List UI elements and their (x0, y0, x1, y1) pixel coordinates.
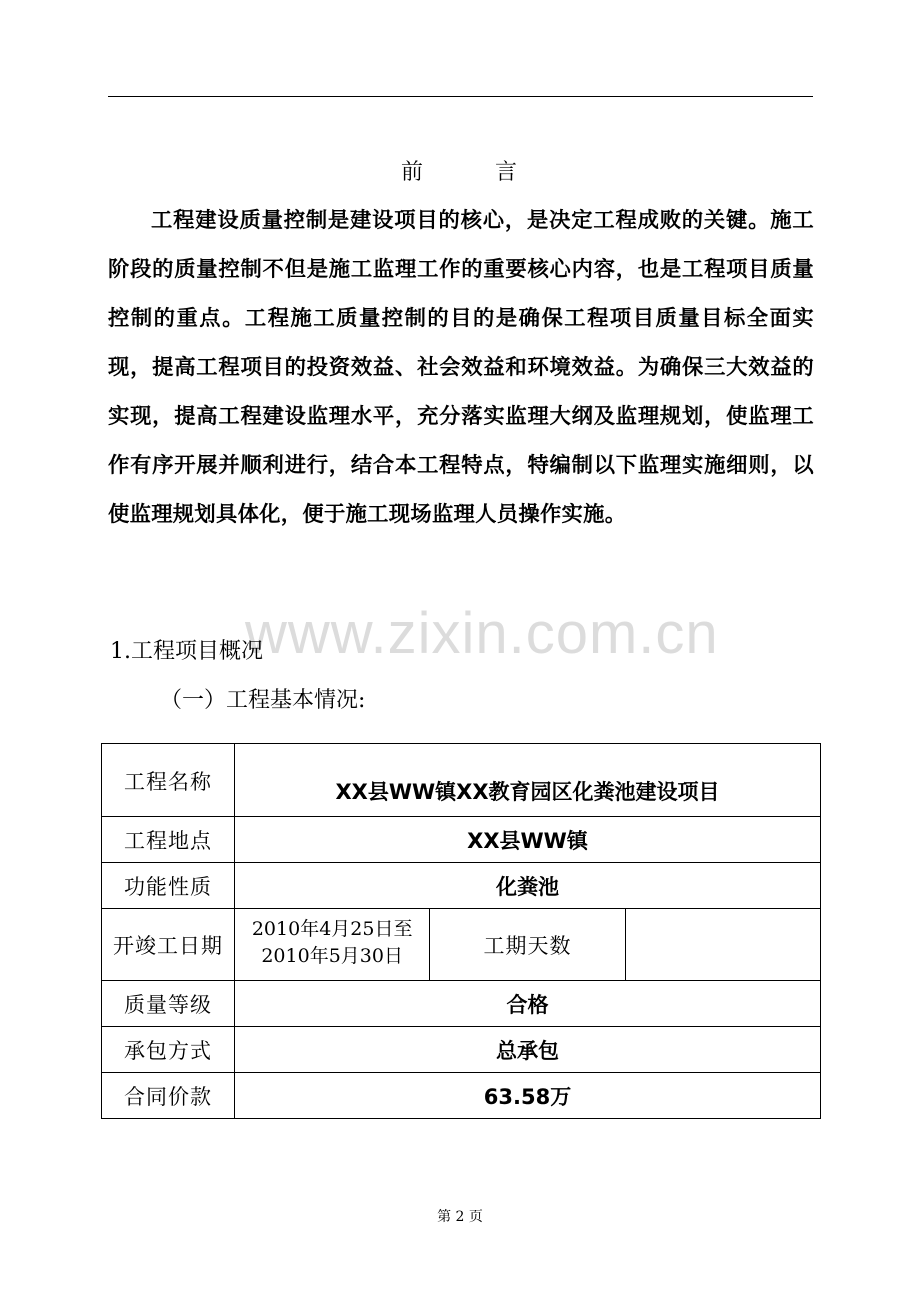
page-number: 第 2 页 (437, 1209, 483, 1225)
function-value: 化粪池 (235, 863, 821, 909)
table-row (102, 817, 821, 863)
dates-value: 2010年4月25日至2010年5月30日 (235, 909, 430, 981)
table-row (102, 863, 821, 909)
project-location-value: XX县WW镇 (235, 817, 821, 863)
page-title (0, 155, 920, 186)
row-label: 工程名称 (102, 744, 235, 817)
table-row (102, 1027, 821, 1073)
subsection-heading: （一）工程基本情况: (160, 688, 366, 713)
table-row (102, 744, 821, 817)
quality-grade-value: 合格 (235, 981, 821, 1027)
contract-mode-value: 总承包 (235, 1027, 821, 1073)
row-label: 承包方式 (102, 1027, 235, 1073)
watermark: www.zixin.com.cn (245, 601, 719, 666)
row-label: 功能性质 (102, 863, 235, 909)
header-rule (108, 96, 813, 97)
row-label: 工程地点 (102, 817, 235, 863)
project-name-value: XX县WW镇XX教育园区化粪池建设项目 (235, 744, 821, 817)
duration-label: 工期天数 (430, 909, 625, 981)
intro-paragraph: 工程建设质量控制是建设项目的核心，是决定工程成败的关键。施工阶段的质量控制不但是施工监理工作的重要核心内容，也是工程项目质量控制的重点。工程施工质量控制的目的是确保工程项目质量目标全面实现，提高工程项目的投资效益、社会效益和环境效益。为确保三大效益的实现，提高工程建设监理水平，充分落实监理大纲及监理规划，使监理工作有序开展并顺利进行，结合本工程特点，特编制以下监理实施细则，以使监理规划具体化，便于施工现场监理人员操作实施。 (108, 208, 814, 527)
row-label: 合同价款 (102, 1073, 235, 1119)
duration-value (625, 909, 820, 981)
table-row (102, 909, 821, 981)
table-row (102, 1073, 821, 1119)
section-heading: 1.工程项目概况 (110, 639, 263, 664)
project-info-table (101, 743, 821, 1119)
row-label: 开竣工日期 (102, 909, 235, 981)
title-char-1: 前 (400, 160, 425, 185)
contract-price-value: 63.58万 (235, 1073, 821, 1119)
row-label: 质量等级 (102, 981, 235, 1027)
title-char-2: 言 (495, 160, 520, 185)
table-row (102, 981, 821, 1027)
